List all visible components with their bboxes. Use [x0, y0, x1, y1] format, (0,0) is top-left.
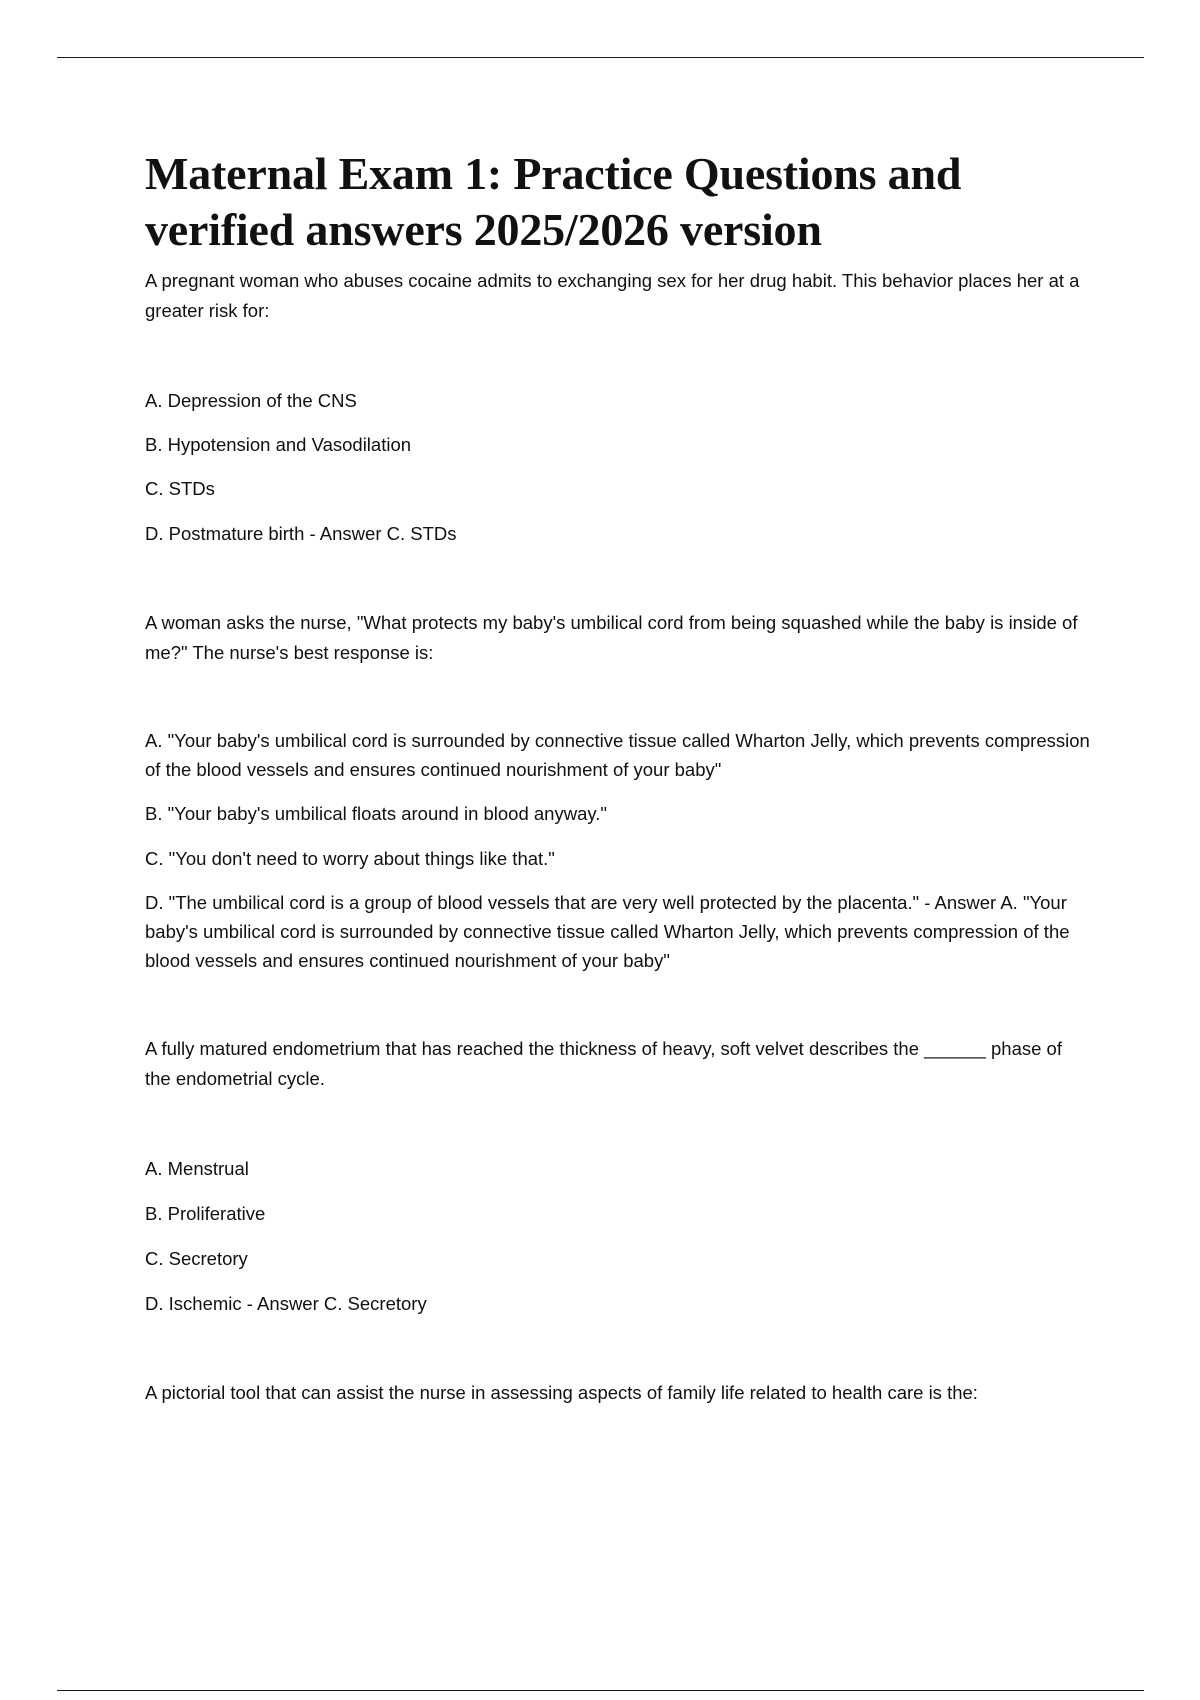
option-d-text: D. Postmature birth — [145, 523, 305, 544]
bottom-rule — [57, 1690, 1144, 1691]
option-b: B. Proliferative — [145, 1203, 266, 1224]
question-text: A pictorial tool that can assist the nurse in assessing aspects of family life related to health care is the: — [145, 1382, 978, 1403]
option-d — [145, 1289, 1090, 1318]
option-b: B. "Your baby's umbilical floats around in blood anyway." — [145, 803, 607, 824]
question-3 — [145, 1034, 1090, 1318]
option-d-text: D. "The umbilical cord is a group of blood vessels that are very well protected by the placenta." — [145, 892, 920, 913]
option-c: C. "You don't need to worry about things like that." — [145, 848, 555, 869]
option-a: A. "Your baby's umbilical cord is surrounded by connective tissue called Wharton Jelly, which prevents compression of the blood vessels and ensures continued nourishment of your baby" — [145, 730, 1090, 780]
question-text: A woman asks the nurse, "What protects my baby's umbilical cord from being squashed while the baby is inside of me?" The nurse's best response is: — [145, 612, 1078, 663]
question-1 — [145, 266, 1090, 548]
question-text: A fully matured endometrium that has reached the thickness of heavy, soft velvet describes the ______ phase of the endometrial cycle. — [145, 1038, 1062, 1089]
option-d — [145, 519, 1090, 548]
option-c: C. Secretory — [145, 1248, 248, 1269]
option-d-text: D. Ischemic — [145, 1293, 242, 1314]
document-title: Maternal Exam 1: Practice Questions and verified answers 2025/2026 version — [145, 148, 962, 255]
question-text: A pregnant woman who abuses cocaine admits to exchanging sex for her drug habit. This behavior places her at a greater risk for: — [145, 270, 1080, 321]
question-4 — [145, 1378, 1090, 1408]
top-rule — [57, 57, 1144, 58]
answer-key: - Answer C. STDs — [304, 523, 457, 544]
question-2 — [145, 608, 1090, 975]
answer-options — [145, 1154, 1090, 1318]
answer-key: - Answer C. Secretory — [241, 1293, 427, 1314]
answer-key: - Answer A. "Your baby's umbilical cord is surrounded by connective tissue called Wharton Jelly, which prevents compression of the blood vessels and ensures continued nourishment of your baby" — [145, 892, 1070, 971]
option-b: B. Hypotension and Vasodilation — [145, 434, 412, 455]
option-a: A. Menstrual — [145, 1158, 249, 1179]
option-a: A. Depression of the CNS — [145, 390, 357, 411]
answer-options — [145, 386, 1090, 548]
option-d — [145, 888, 1090, 975]
document-body — [145, 146, 1090, 1408]
option-c: C. STDs — [145, 478, 215, 499]
answer-options — [145, 726, 1090, 975]
